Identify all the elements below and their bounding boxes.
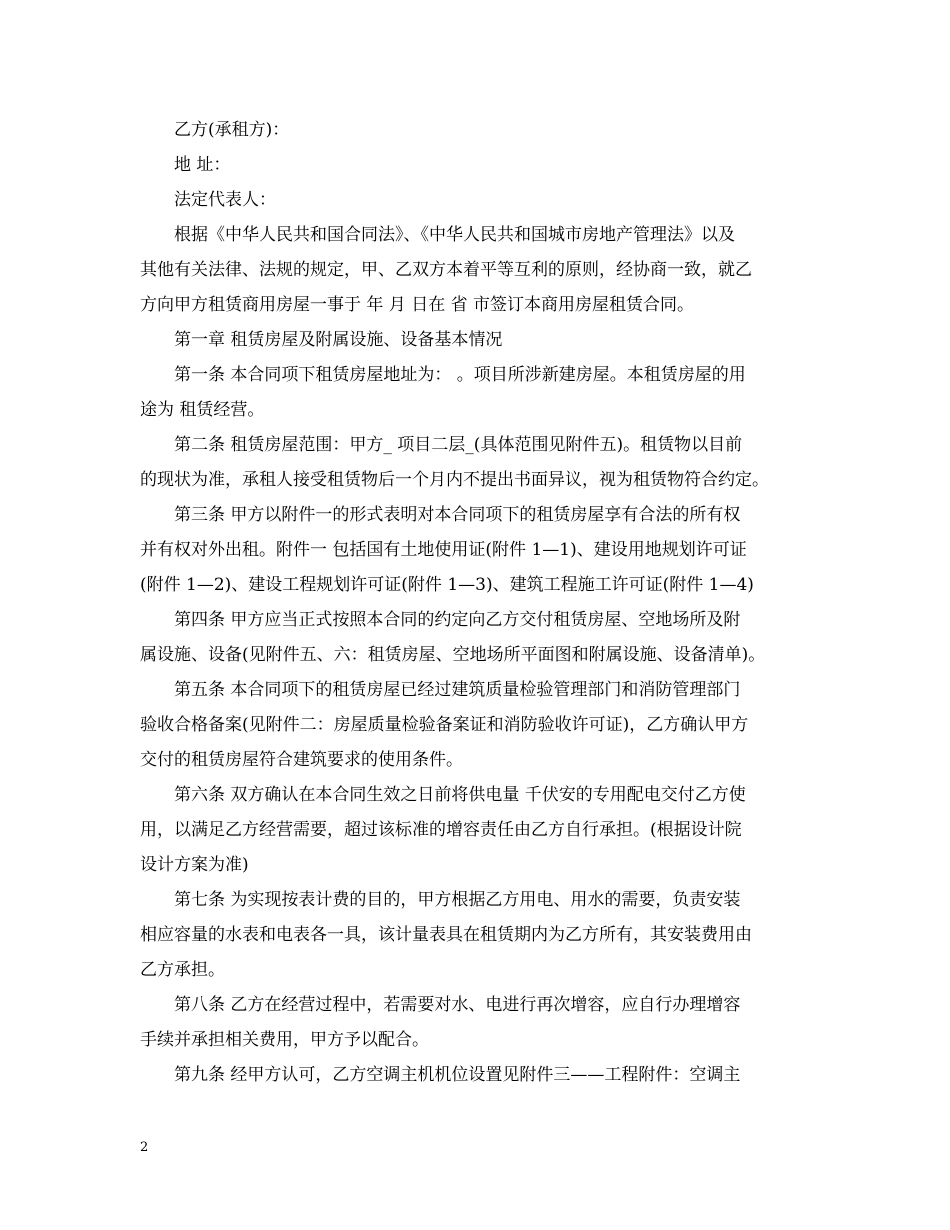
text-line: 验收合格备案(见附件二：房屋质量检验备案证和消防验收许可证)，乙方确认甲方 (140, 715, 749, 735)
text-line: 法定代表人： (140, 190, 276, 210)
text-line: 第三条 甲方以附件一的形式表明对本合同项下的租赁房屋享有合法的所有权 (140, 505, 741, 525)
text-line: 第七条 为实现按表计费的目的，甲方根据乙方用电、用水的需要，负责安装 (140, 890, 741, 910)
text-line: 第五条 本合同项下的租赁房屋已经过建筑质量检验管理部门和消防管理部门 (140, 680, 741, 700)
text-line: (附件 1—2)、建设工程规划许可证(附件 1—3)、建筑工程施工许可证(附件 1—4) (140, 575, 754, 595)
text-line: 途为 租赁经营。 (140, 400, 265, 420)
text-line: 第六条 双方确认在本合同生效之日前将供电量 千伏安的专用配电交付乙方使 (140, 785, 746, 805)
text-line: 手续并承担相关费用，甲方予以配合。 (140, 1030, 429, 1050)
text-line: 地 址： (140, 155, 231, 175)
text-line: 乙方承担。 (140, 960, 225, 980)
text-line: 其他有关法律、法规的规定，甲、乙双方本着平等互利的原则，经协商一致，就乙 (140, 260, 752, 280)
page-number: 2 (140, 1140, 149, 1155)
text-line: 方向甲方租赁商用房屋一事于 年 月 日在 省 市签订本商用房屋租赁合同。 (140, 295, 695, 315)
text-line: 的现状为准，承租人接受租赁物后一个月内不提出书面异议，视为租赁物符合约定。 (140, 470, 769, 490)
text-line: 属设施、设备(见附件五、六：租赁房屋、空地场所平面图和附属设施、设备清单)。 (140, 645, 766, 665)
text-line: 第一条 本合同项下租赁房屋地址为： 。项目所涉新建房屋。本租赁房屋的用 (140, 365, 746, 385)
text-line: 根据《中华人民共和国合同法》、《中华人民共和国城市房地产管理法》以及 (140, 225, 735, 245)
text-line: 设计方案为准) (140, 855, 249, 875)
text-line: 交付的租赁房屋符合建筑要求的使用条件。 (140, 750, 463, 770)
text-line: 乙方(承租方)： (140, 120, 290, 140)
text-line: 第八条 乙方在经营过程中，若需要对水、电进行再次增容，应自行办理增容 (140, 995, 741, 1015)
text-line: 第二条 租赁房屋范围：甲方_ 项目二层_(具体范围见附件五)。租赁物以目前 (140, 435, 743, 455)
text-line: 相应容量的水表和电表各一具，该计量表具在租赁期内为乙方所有，其安装费用由 (140, 925, 752, 945)
text-line: 并有权对外出租。附件一 包括国有土地使用证(附件 1—1)、建设用地规划许可证 (140, 540, 747, 560)
chapter-heading: 第一章 租赁房屋及附属设施、设备基本情况 (140, 330, 503, 350)
text-line: 第四条 甲方应当正式按照本合同的约定向乙方交付租赁房屋、空地场所及附 (140, 610, 741, 630)
text-line: 用，以满足乙方经营需要，超过该标准的增容责任由乙方自行承担。(根据设计院 (140, 820, 742, 840)
text-line: 第九条 经甲方认可，乙方空调主机机位设置见附件三——工程附件：空调主 (140, 1065, 741, 1085)
